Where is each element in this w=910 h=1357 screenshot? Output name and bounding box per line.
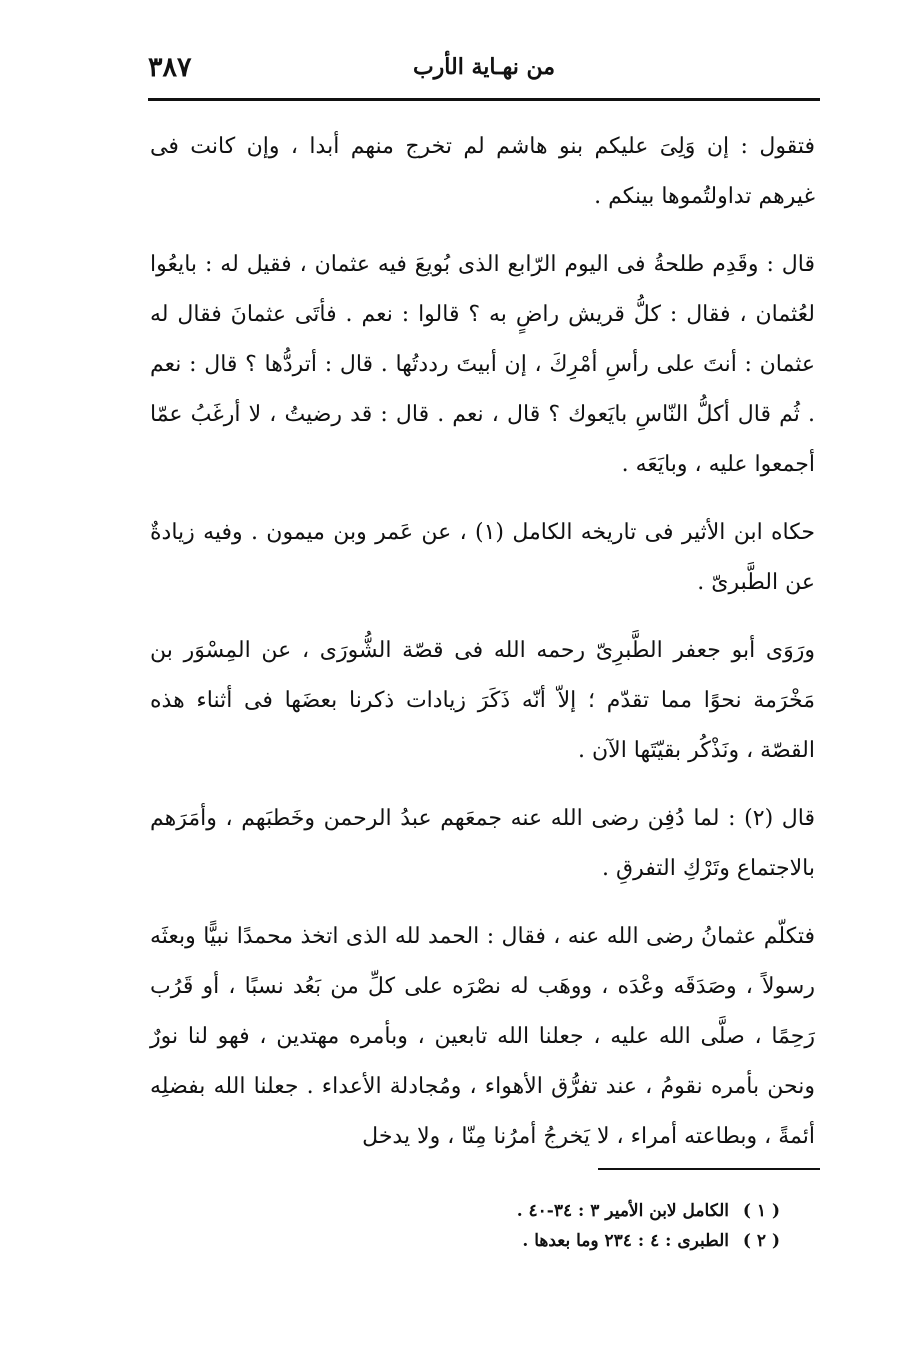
- paragraph-3: حكاه ابن الأثير فى تاريخه الكامل (١) ، عن عَمر وبن ميمون . وفيه زيادةٌ عن الطَّبرىّ .: [150, 520, 815, 595]
- paragraph-2: قال : وقَدِم طلحةُ فى اليوم الرّابع الذى بُويعَ فيه عثمان ، فقيل له : بايعُوا لعُثمان ، فقال : كلُّ قريش راضٍ به ؟ قالوا : نعم . فأتَى عثمانَ فقال له عثمان : أنتَ على رأسِ أمْرِكَ ، إن أبيتَ رددتُها . قال : أتردُّها ؟ قال : نعم . ثُم قال أكلُّ النّاسِ بايَعوك ؟ قال ، نعم . قال : قد رضيتُ ، لا أرغَبُ عمّا أجمعوا عليه ، وبايَعَه .: [150, 252, 815, 477]
- footnote-1-number: ( ١ ): [742, 1201, 780, 1221]
- paragraph-4: ورَوَى أبو جعفر الطَّبرِىّ رحمه الله فى قصّة الشُّورَى ، عن المِسْوَر بن مَخْرَمة نحوًا مما تقدّم ؛ إلاّ أنّه ذَكَرَ زيادات ذكرنا بعضَها فى أثناء هذه القصّة ، ونَذْكُر بقيّتَها الآن .: [150, 638, 815, 763]
- footnote-2: [300, 1226, 780, 1256]
- running-title: من نهـاية الأرب: [412, 54, 556, 80]
- footnote-rule: [598, 1168, 820, 1170]
- paragraph-6: فتكلّم عثمانُ رضى الله عنه ، فقال : الحمد لله الذى اتخذ محمدًا نبيًّا وبعثَه رسولاً ، وصَدَقَه وعْدَه ، ووهَب له نصْرَه على كلِّ من بَعُد نسبًا ، أو قَرُب رَحِمًا ، صلَّى الله عليه ، جعلنا الله تابعين ، وبأمره مهتدين ، فهو لنا نورٌ ونحن بأمره نقومُ ، عند تفرُّق الأهواء ، ومُجادلة الأعداء . جعلنا الله بفضلِه أئمةً ، وبطاعته أمراء ، لا يَخرجُ أمرُنا مِنّا ، ولا يدخل: [150, 924, 815, 1149]
- footnote-1: [300, 1196, 780, 1226]
- footnote-1-text: الكامل لابن الأمير ٣ : ٣٤-٤٠ .: [516, 1201, 729, 1221]
- footnotes: [300, 1196, 780, 1256]
- main-text: [150, 122, 815, 1180]
- page-header: [148, 52, 820, 92]
- paragraph-5: قال (٢) : لما دُفِن رضى الله عنه جمعَهم عبدُ الرحمن وخَطبَهم ، وأمَرَهم بالاجتماع وتَرْكِ التفرقِ .: [150, 806, 816, 881]
- paragraph-1: فتقول : إن وَلِىَ عليكم بنو هاشم لم تخرج منهم أبدا ، وإن كانت فى غيرهم تداولتُموها بينكم .: [150, 134, 815, 209]
- footnote-2-text: الطبرى : ٤ : ٢٣٤ وما بعدها .: [522, 1231, 729, 1251]
- header-rule: [148, 98, 820, 101]
- footnote-2-number: ( ٢ ): [742, 1231, 780, 1251]
- page-number: ٣٨٧: [148, 52, 192, 83]
